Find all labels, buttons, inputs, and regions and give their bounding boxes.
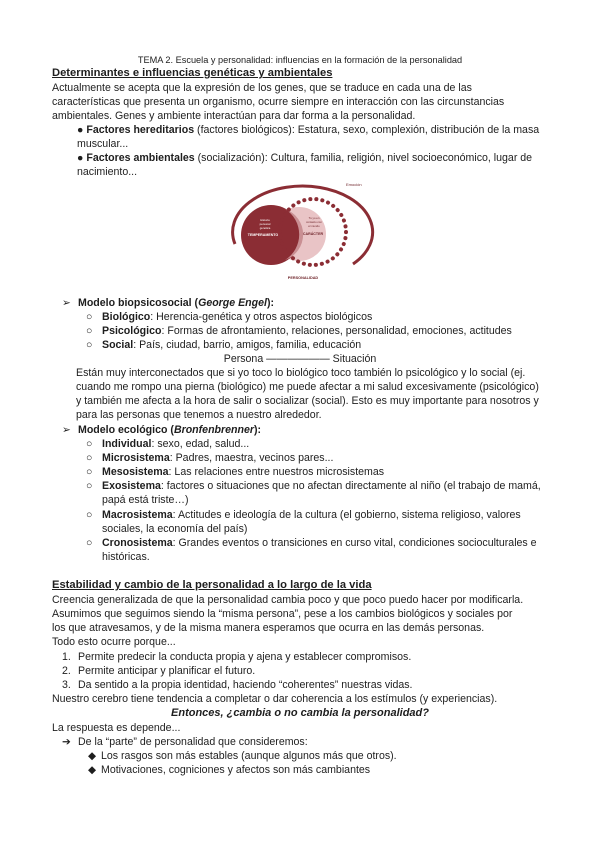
- circle-bullet-icon: ○: [86, 537, 93, 549]
- ecological-close: ):: [254, 424, 262, 436]
- reason-item-1: [62, 650, 411, 664]
- arrow-item: [62, 735, 308, 749]
- item-desc: : sexo, edad, salud...: [151, 438, 250, 450]
- item-term: Microsistema: [102, 452, 170, 464]
- reason-text: Permite anticipar y planificar el futuro.: [78, 665, 256, 677]
- emotion-label: Emoción: [346, 182, 362, 187]
- person-situation-relation: Persona —————— Situación: [223, 353, 377, 365]
- intro-line-1: Actualmente se acepta que la expresión de los genes, que se traduce en cada una de las: [52, 82, 472, 94]
- ecological-author: Bronfenbrenner: [173, 424, 254, 436]
- engel-close: ):: [266, 297, 275, 309]
- diamond-item-motivations: [88, 763, 370, 777]
- engel-paragraph-line-1: Están muy interconectados que si yo toco lo biológico toco también lo psicológico y lo social (ej.: [76, 367, 526, 379]
- engel-paragraph-line-2: cuando me rompo una pierna (biológico) me puede afectar a mi salud excesivamente (psicológico): [76, 381, 539, 393]
- arrow-item-text: De la “parte” de personalidad que consideremos:: [78, 736, 308, 748]
- intro-line-3: ambientales. Genes y ambiente interactúan para dar forma a la personalidad.: [52, 110, 416, 122]
- ecological-item-exosystem: [86, 479, 541, 493]
- environmental-factors-item: [77, 151, 532, 165]
- engel-author: George Engel: [198, 297, 267, 309]
- circle-bullet-icon: ○: [86, 509, 93, 521]
- reason-item-2: [62, 664, 255, 678]
- stability-intro-line-4: Todo esto ocurre porque...: [52, 636, 176, 648]
- arrow-bullet-icon: ➢: [62, 297, 71, 309]
- item-desc: : Actitudes e ideología de la cultura (el gobierno, sistema religioso, valores: [172, 509, 521, 521]
- brain-statement: Nuestro cerebro tiene tendencia a completar o dar coherencia a los estímulos (y experiencias).: [52, 693, 498, 705]
- hereditary-factors-item: [77, 123, 539, 137]
- ecological-model-heading: [62, 423, 261, 437]
- engel-label: Modelo biopsicosocial (: [78, 297, 199, 309]
- circle-bullet-icon: ○: [86, 466, 93, 478]
- character-note-3: el mundo: [308, 224, 320, 228]
- item-desc: : Grandes eventos o transiciones en curso vital, condiciones socioculturales e: [172, 537, 537, 549]
- macrosystem-desc-cont: sociales, la economía del país): [102, 523, 248, 535]
- list-number: 1.: [62, 651, 71, 663]
- reason-text: Da sentido a la propia identidad, haciendo “coherentes” nuestras vidas.: [78, 679, 413, 691]
- reason-text: Permite predecir la conducta propia y ajena y establecer compromisos.: [78, 651, 412, 663]
- key-question: Entonces, ¿cambia o no cambia la personalidad?: [171, 707, 429, 719]
- stability-intro-line-2: Asumimos que seguimos siendo la “misma persona”, pese a los cambios biológicos y sociales por: [52, 608, 513, 620]
- answer-line: La respuesta es depende...: [52, 722, 181, 734]
- circle-bullet-icon: ○: [86, 339, 93, 351]
- circle-bullet-icon: ○: [86, 438, 93, 450]
- environmental-label: Factores ambientales: [86, 152, 195, 164]
- temperament-note-3: genética: [259, 226, 271, 230]
- item-term: Psicológico: [102, 325, 162, 337]
- engel-item-biological: [86, 310, 372, 324]
- personality-diagram: [225, 178, 385, 288]
- circle-bullet-icon: ○: [86, 452, 93, 464]
- item-desc: : Padres, maestra, vecinos pares...: [169, 452, 334, 464]
- intro-line-2: características que presenta un organismo, ocurre siempre en interacción con las circunstancias: [52, 96, 505, 108]
- ecological-item-mesosystem: [86, 465, 384, 479]
- ecological-item-chronosystem: [86, 536, 537, 550]
- stability-intro-line-3: los que atravesamos, y de la misma manera esperamos que ocurra en las demás personas.: [52, 622, 485, 634]
- temperament-note-1: Historia: [260, 218, 270, 222]
- character-note-2: contacto con: [306, 220, 322, 224]
- ecological-item-microsystem: [86, 451, 333, 465]
- environmental-desc: (socialización): Cultura, familia, religión, nivel socioeconómico, lugar de: [194, 152, 533, 164]
- item-desc: : Formas de afrontamiento, relaciones, personalidad, emociones, actitudes: [161, 325, 512, 337]
- stability-intro-line-1: Creencia generalizada de que la personalidad cambia poco y que poco puedo hacer por modificarla.: [52, 594, 524, 606]
- ecological-item-individual: [86, 437, 249, 451]
- hereditary-desc: (factores biológicos): Estatura, sexo, complexión, distribución de la masa: [194, 124, 540, 136]
- item-term: Exosistema: [102, 480, 161, 492]
- diamond-item-text: Motivaciones, cogniciones y afectos son más cambiantes: [101, 764, 371, 776]
- engel-paragraph-line-3: y también me afecta a la hora de salir o socializar (social). Esto es muy importante para nosotros y: [76, 395, 539, 407]
- item-term: Cronosistema: [102, 537, 173, 549]
- bullet-icon: ●: [77, 124, 87, 136]
- circle-bullet-icon: ○: [86, 480, 93, 492]
- item-desc: : País, ciudad, barrio, amigos, familia, educación: [133, 339, 362, 351]
- list-number: 2.: [62, 665, 71, 677]
- hereditary-desc-cont: muscular...: [77, 138, 129, 150]
- item-desc: : factores o situaciones que no afectan directamente al niño (el trabajo de mamá,: [160, 480, 541, 492]
- bullet-icon: ●: [77, 152, 87, 164]
- circle-bullet-icon: ○: [86, 311, 93, 323]
- reason-item-3: [62, 678, 413, 692]
- environmental-desc-cont: nacimiento...: [77, 166, 138, 178]
- temperament-note-2: personal: [259, 222, 271, 226]
- diamond-item-traits: [88, 749, 397, 763]
- arrow-bullet-icon: ➢: [62, 424, 71, 436]
- diamond-item-text: Los rasgos son más estables (aunque algunos más que otros).: [101, 750, 397, 762]
- page-header: TEMA 2. Escuela y personalidad: influencias en la formación de la personalidad: [137, 55, 463, 65]
- item-term: Biológico: [102, 311, 151, 323]
- ecological-item-macrosystem: [86, 508, 521, 522]
- engel-model-heading: [62, 296, 274, 310]
- item-term: Individual: [102, 438, 152, 450]
- hereditary-label: Factores hereditarios: [86, 124, 195, 136]
- exosystem-desc-cont: papá está triste…): [102, 494, 189, 506]
- chronosystem-desc-cont: históricas.: [102, 551, 150, 563]
- item-term: Mesosistema: [102, 466, 169, 478]
- character-label: CARÁCTER: [302, 232, 324, 236]
- circle-bullet-icon: ○: [86, 325, 93, 337]
- section-title-determinants: Determinantes e influencias genéticas y ambientales: [52, 67, 333, 79]
- item-term: Macrosistema: [102, 509, 173, 521]
- item-desc: : Herencia-genética y otros aspectos biológicos: [150, 311, 373, 323]
- engel-item-social: [86, 338, 361, 352]
- diamond-bullet-icon: ◆: [88, 750, 97, 762]
- temperament-label: TEMPERAMENTO: [247, 233, 279, 237]
- engel-paragraph-line-4: para las personas que tenemos a nuestro alrededor.: [76, 409, 322, 421]
- engel-item-psychological: [86, 324, 512, 338]
- item-term: Social: [102, 339, 134, 351]
- character-note-1: Tu yo en: [308, 216, 320, 220]
- section-title-stability: Estabilidad y cambio de la personalidad a lo largo de la vida: [52, 579, 372, 591]
- item-desc: : Las relaciones entre nuestros microsistemas: [168, 466, 385, 478]
- list-number: 3.: [62, 679, 71, 691]
- diamond-bullet-icon: ◆: [88, 764, 97, 776]
- right-arrow-icon: ➔: [62, 736, 71, 748]
- ecological-label: Modelo ecológico (: [78, 424, 174, 436]
- personality-label: PERSONALIDAD: [287, 276, 319, 280]
